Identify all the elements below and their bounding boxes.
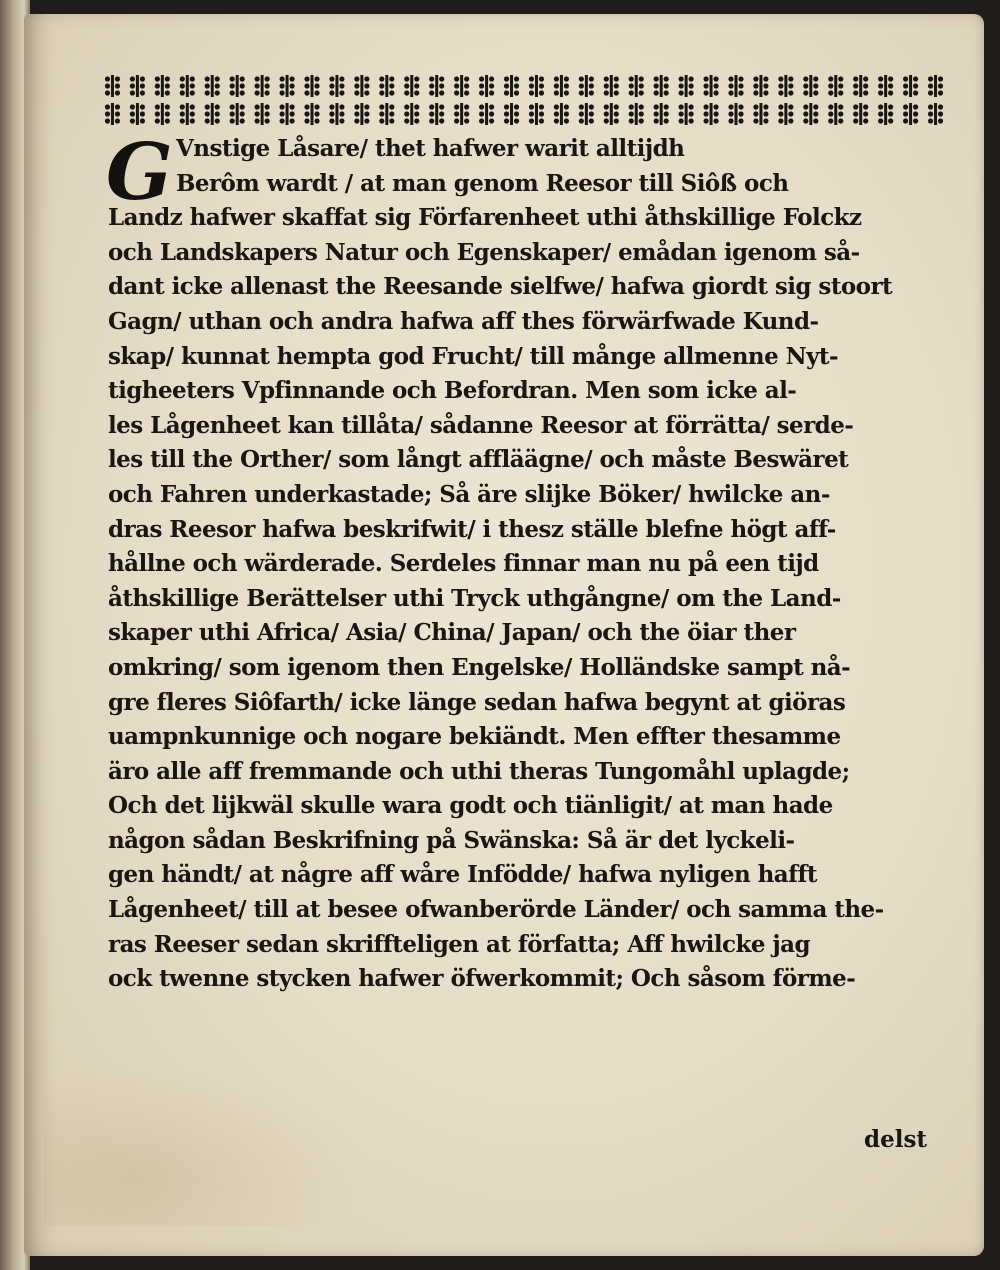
fleuron-icon xyxy=(828,103,843,125)
fleuron-icon xyxy=(404,103,419,125)
fleuron-icon xyxy=(778,103,793,125)
text-line: omkring/ som igenom then Engelske/ Holländske sampt nå- xyxy=(108,653,851,681)
fleuron-icon xyxy=(679,75,694,97)
fleuron-icon xyxy=(703,75,718,97)
fleuron-icon xyxy=(604,103,619,125)
fleuron-icon xyxy=(504,75,519,97)
catchword: delst xyxy=(864,1126,928,1153)
fleuron-icon xyxy=(155,75,170,97)
text-line: gen händt/ at någre aff wåre Infödde/ hafwa nyligen hafft xyxy=(108,861,817,889)
fleuron-icon xyxy=(878,103,893,125)
body-text xyxy=(106,127,948,997)
fleuron-icon xyxy=(205,75,220,97)
fleuron-icon xyxy=(404,75,419,97)
fleuron-icon xyxy=(329,75,344,97)
text-line: Gagn/ uthan och andra hafwa aff thes förwärfwade Kund- xyxy=(108,307,819,335)
fleuron-icon xyxy=(230,75,245,97)
fleuron-icon xyxy=(504,103,519,125)
fleuron-icon xyxy=(554,75,569,97)
fleuron-icon xyxy=(205,103,220,125)
fleuron-icon xyxy=(579,103,594,125)
text-line: Berôm wardt / at man genom Reesor till Siôß och xyxy=(176,169,789,197)
fleuron-icon xyxy=(304,103,319,125)
fleuron-icon xyxy=(230,103,245,125)
fleuron-icon xyxy=(479,75,494,97)
fleuron-icon xyxy=(130,103,145,125)
fleuron-icon xyxy=(903,103,918,125)
fleuron-icon xyxy=(255,75,270,97)
fleuron-icon xyxy=(354,103,369,125)
fleuron-icon xyxy=(679,103,694,125)
fleuron-icon xyxy=(529,75,544,97)
fleuron-icon xyxy=(479,103,494,125)
text-line: les till the Orther/ som långt affläägne/ och måste Beswäret xyxy=(108,446,849,474)
text-line: Landz hafwer skaffat sig Förfarenheet uthi åthskillige Folckz xyxy=(108,204,862,232)
fleuron-icon xyxy=(778,75,793,97)
text-line: Vnstige Låsare/ thet hafwer warit alltijdh xyxy=(176,135,685,162)
fleuron-icon xyxy=(728,75,743,97)
fleuron-icon xyxy=(654,103,669,125)
fleuron-icon xyxy=(828,75,843,97)
fleuron-icon xyxy=(928,75,943,97)
text-line: äro alle aff fremmande och uthi theras Tungomåhl uplagde; xyxy=(108,757,850,785)
text-line: och Landskapers Natur och Egenskaper/ emådan igenom så- xyxy=(108,238,860,266)
fleuron-icon xyxy=(629,75,644,97)
fleuron-icon xyxy=(629,103,644,125)
fleuron-icon xyxy=(803,75,818,97)
fleuron-icon xyxy=(304,75,319,97)
fleuron-icon xyxy=(379,75,394,97)
fleuron-icon xyxy=(279,75,294,97)
fleuron-icon xyxy=(753,103,768,125)
fleuron-icon xyxy=(429,103,444,125)
text-line: dant icke allenast the Reesande sielfwe/ hafwa giordt sig stoort xyxy=(108,273,893,301)
fleuron-icon xyxy=(180,75,195,97)
drop-cap: G xyxy=(106,127,173,218)
fleuron-icon xyxy=(604,75,619,97)
text-line: skap/ kunnat hempta god Frucht/ till månge allmenne Nyt- xyxy=(108,342,838,370)
text-line: tigheeters Vpfinnande och Befordran. Men som icke al- xyxy=(108,377,797,405)
fleuron-icon xyxy=(529,103,544,125)
fleuron-icon xyxy=(379,103,394,125)
text-line: uampnkunnige och nogare bekiändt. Men effter thesamme xyxy=(108,723,841,751)
text-line: Och det lijkwäl skulle wara godt och tiänligit/ at man hade xyxy=(108,792,833,820)
fleuron-icon xyxy=(354,75,369,97)
text-line: les Lågenheet kan tillåta/ sådanne Reesor at förrätta/ serde- xyxy=(108,411,854,439)
text-line: ras Reeser sedan skriffteligen at författa; Aff hwilcke jag xyxy=(108,930,811,958)
fleuron-icon xyxy=(279,103,294,125)
fleuron-icon xyxy=(105,75,120,97)
fleuron-icon xyxy=(654,75,669,97)
fleuron-icon xyxy=(728,103,743,125)
fleuron-icon xyxy=(429,75,444,97)
fleuron-icon xyxy=(703,103,718,125)
fleuron-icon xyxy=(903,75,918,97)
text-line: dras Reesor hafwa beskrifwit/ i thesz ställe blefne högt aff- xyxy=(108,515,836,543)
text-line: åthskillige Berättelser uthi Tryck uthgångne/ om the Land- xyxy=(108,584,841,612)
text-line: ock twenne stycken hafwer öfwerkommit; Och såsom förme- xyxy=(108,965,856,993)
text-line: hållne och wärderade. Serdeles finnar man nu på een tijd xyxy=(108,550,819,578)
paper-stain xyxy=(44,1066,364,1226)
book-page xyxy=(24,14,984,1256)
fleuron-icon xyxy=(753,75,768,97)
fleuron-icon xyxy=(853,103,868,125)
fleuron-icon xyxy=(454,103,469,125)
text-line: Lågenheet/ till at besee ofwanberörde Länder/ och samma the- xyxy=(108,896,884,924)
fleuron-icon xyxy=(130,75,145,97)
fleuron-icon xyxy=(803,103,818,125)
fleuron-icon xyxy=(155,103,170,125)
text-line: och Fahren underkastade; Så äre slijke Böker/ hwilcke an- xyxy=(108,480,830,508)
text-line: någon sådan Beskrifning på Swänska: Så är det lyckeli- xyxy=(108,826,795,854)
fleuron-icon xyxy=(554,103,569,125)
fleuron-icon xyxy=(853,75,868,97)
text-line: gre fleres Siôfarth/ icke länge sedan hafwa begynt at giöras xyxy=(108,688,846,716)
fleuron-icon xyxy=(105,103,120,125)
fleuron-icon xyxy=(928,103,943,125)
fleuron-icon xyxy=(454,75,469,97)
fleuron-icon xyxy=(579,75,594,97)
fleuron-icon xyxy=(180,103,195,125)
fleuron-icon xyxy=(878,75,893,97)
text-lines xyxy=(108,167,948,997)
text-line: skaper uthi Africa/ Asia/ China/ Japan/ och the öiar ther xyxy=(108,619,796,647)
fleuron-icon xyxy=(329,103,344,125)
fleuron-icon xyxy=(255,103,270,125)
